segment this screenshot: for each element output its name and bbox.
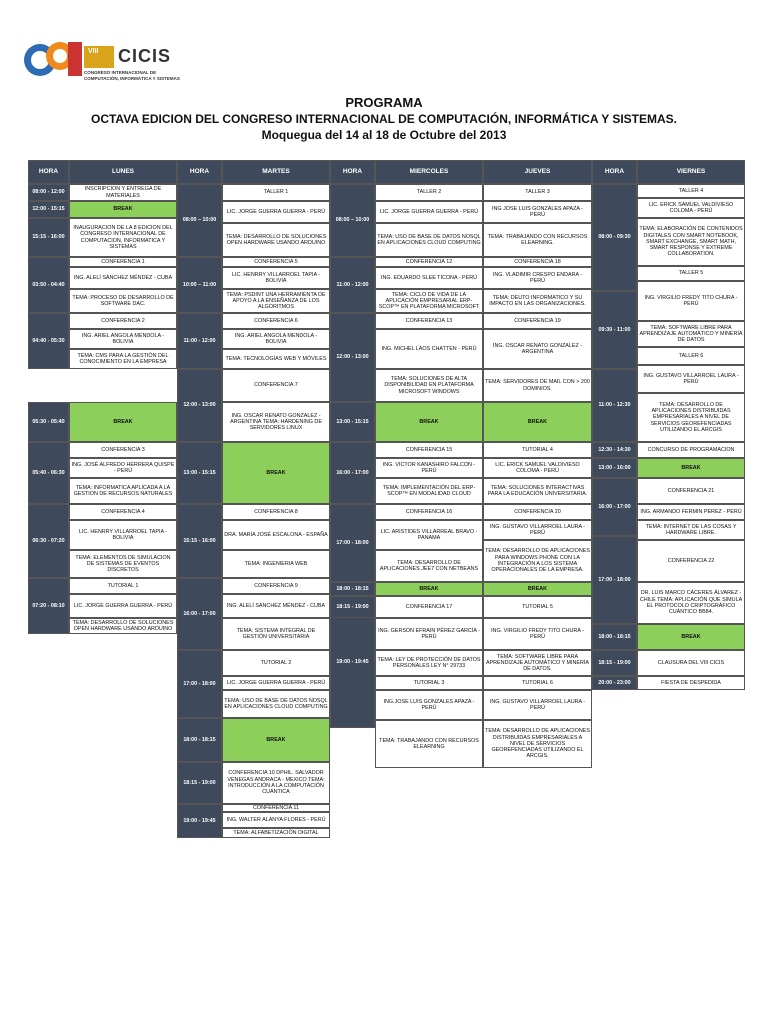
schedule-cell: TALLER 5 [637, 266, 745, 281]
schedule-cell: LIC. ERICK SAMUEL VALDIVIESO COLOMA - PERÚ [637, 198, 745, 218]
schedule-cell: TEMA: SISTEMA INTEGRAL DE GESTIÓN UNIVERSITARIA [222, 618, 330, 650]
time-slot: 18:15 - 19:00 [330, 596, 375, 618]
schedule-cell: TEMA: INTERNET DE LAS COSAS Y HARDWARE LIBRE. [637, 520, 745, 540]
schedule-cell: FIESTA DE DESPEDIDA [637, 676, 745, 690]
schedule-cell: TEMA: INFORMATICA APLICADA A LA GESTION DE RECURSOS NATURALES [69, 478, 177, 504]
logo-edition: VIII [88, 48, 99, 55]
time-slot: 11:00 - 12:00 [330, 257, 375, 313]
schedule-cell: TALLER 2 [375, 184, 483, 201]
schedule-cell: DR. LUIS MARCO CÁCERES ÁLVAREZ - CHILE TEMA: APLICACIÓN QUE SIMULA EL PROTOCOLO CRIPTOGRÁFICO CUÁNTICO BB84. [637, 582, 745, 624]
schedule-cell: CONFERENCIA 20 [483, 504, 592, 520]
schedule-cell: CONFERENCIA 19 [483, 313, 592, 329]
schedule-cell: TEMA: TECNOLOGÍAS WEB Y MÓVILES [222, 349, 330, 369]
schedule-cell: TEMA: SOLUCIONES DE ALTA DISPONIBILIDAD EN PLATAFORMA MICROSOFT WINDOWS [375, 369, 483, 402]
time-slot: 16:00 - 17:00 [177, 578, 222, 650]
column-header: HORA [177, 160, 222, 184]
column-header: JUEVES [483, 160, 592, 184]
break-cell: BREAK [222, 718, 330, 762]
event-dates: Moquegua del 14 al 18 de Octubre del 2013 [261, 128, 507, 142]
time-slot: 13:00 - 15:15 [177, 442, 222, 504]
schedule-cell: INAUGURACION DE LA 8 EDICION DEL CONGRESO INTERNACIONAL DE COMPUTACION, INFORMATICA Y SISTEMAS [69, 218, 177, 257]
schedule-cell: ING. VIRGILIO FREDY TITO CHURA - PERÚ [637, 281, 745, 321]
column-header: HORA [592, 160, 637, 184]
break-cell: BREAK [637, 458, 745, 478]
schedule-cell: ING. JOSÉ ALFREDO HERRERA QUISPE - PERÚ [69, 458, 177, 478]
schedule-cell: LIC. JORGE GUERRA GUERRA - PERÚ [375, 201, 483, 223]
column-header: LUNES [69, 160, 177, 184]
time-slot: 04:40 - 05:30 [28, 313, 69, 369]
schedule-cell: TEMA: ALFABETIZACIÓN DIGITAL [222, 828, 330, 838]
schedule-cell: ING. GUSTAVO VILLARROEL LAURA - PERÚ [637, 365, 745, 393]
schedule-cell: ING. GUSTAVO VILLARROEL LAURA - PERÚ [483, 690, 592, 720]
time-slot: 08:00 - 12:00 [28, 184, 69, 201]
schedule-cell: CONFERENCIA 18 [483, 257, 592, 267]
time-slot: 17:00 - 18:00 [177, 650, 222, 718]
logo-line2: COMPUTACIÓN, INFORMÁTICA Y SISTEMAS [84, 76, 180, 81]
schedule-cell: TEMA: SOLUCIONES INTERACTIVAS PARA LA EDUCACIÓN UNIVERSITARIA. [483, 478, 592, 504]
schedule-cell: TEMA: ELEMENTOS DE SIMULACION DE SISTEMAS DE EVENTOS DISCRETOS [69, 550, 177, 578]
schedule-cell: CONFERENCIA 9 [222, 578, 330, 594]
schedule-cell: LIC. ARISTIDES VILLARREAL BRAVO - PANAMA [375, 520, 483, 550]
congress-logo [22, 32, 180, 90]
logo-line1: CONGRESO INTERNACIONAL DE [84, 70, 157, 75]
schedule-cell: ING. GERSON EFRAIN PÉREZ GARCÍA - PERÚ [375, 618, 483, 650]
schedule-cell: TEMA: IMPLEMENTACIÓN DEL ERP-SCOP™ EN MODALIDAD CLOUD [375, 478, 483, 504]
break-cell: BREAK [375, 582, 483, 596]
schedule-cell: ING. WALTER ALANYA FLORES - PERÚ [222, 812, 330, 828]
schedule-cell: TEMA: TRABAJANDO CON RECURSOS ELEARNING. [483, 223, 592, 257]
time-slot: 19:00 - 19:45 [330, 596, 375, 728]
break-cell: BREAK [483, 582, 592, 596]
time-slot: 05:30 - 05:40 [28, 402, 69, 442]
time-slot: 16:00 - 17:00 [330, 442, 375, 504]
time-slot: 12:30 - 14:30 [592, 442, 637, 458]
break-cell: BREAK [483, 402, 592, 442]
schedule-cell: ING. VICTOR KANASHIRO FALCON - PERÚ [375, 458, 483, 478]
schedule-cell: TEMA: SERVIDORES DE MAIL CON > 200 DOMINIOS. [483, 369, 592, 402]
time-slot: 06:30 - 07:20 [28, 504, 69, 578]
schedule-cell: CONFERENCIA 5 [222, 257, 330, 267]
schedule-cell: CONFERENCIA 16 [375, 504, 483, 520]
column-header: HORA [330, 160, 375, 184]
time-slot: 12:00 - 13:00 [330, 313, 375, 402]
break-cell: BREAK [69, 201, 177, 218]
schedule-cell: TEMA: DESARROLLO DE APLICACIONES DISTRIBUIDAS EMPRESARIALES A NIVEL DE SERVICIOS GEOREFENCIADAS UTILIZANDO EL ARCGIS [637, 393, 745, 442]
time-slot: 09:30 - 11:00 [592, 291, 637, 369]
time-slot: 19:00 - 19:45 [177, 804, 222, 838]
schedule-cell: TEMA: DESARROLLO DE SOLUCIONES OPEN HARDWARE USANDO ARDUINO [222, 223, 330, 257]
time-slot: 17:00 - 18:00 [330, 504, 375, 582]
schedule-cell: CONFERENCIA 21 [637, 478, 745, 504]
time-slot: 18:15 - 19:00 [177, 762, 222, 804]
schedule-cell: TEMA: CICLO DE VIDA DE LA APLICACIÓN EMPRESARIAL ERP-SCOP™ EN PLATAFORMA MICROSOFT [375, 289, 483, 313]
time-slot: 15:15 - 16:00 [28, 218, 69, 257]
schedule-cell: TEMA: USO DE BASE DE DATOS NOSQL EN APLICACIONES CLOUD COMPUTING [222, 690, 330, 718]
schedule-cell: TUTORIAL 1 [69, 578, 177, 594]
schedule-cell: TEMA: DESARROLLO DE APLICACIONES DISTRIBUIDAS EMPRESARIALES A NIVEL DE SERVICIOS GEOREFENCIADAS UTILIZANDO EL ARCGIS. [483, 720, 592, 768]
schedule-cell: CONFERENCIA 15 [375, 442, 483, 458]
title-block [0, 95, 768, 143]
schedule-cell: CONFERENCIA 3 [69, 442, 177, 458]
schedule-cell: TEMA: DEUTO INFORMATICO Y SU IMPACTO EN LAS ORGANIZACIONES. [483, 289, 592, 313]
schedule-cell: ING. ARIEL ANGOLA MENDOLA - BOLIVIA [222, 329, 330, 349]
schedule-cell: LIC. HENRRY VILLARROEL TAPIA - BOLIVIA [69, 520, 177, 550]
schedule-cell: TEMA: SOFTWARE LIBRE PARA APRENDIZAJE AUTOMÁTICO Y MINERÍA DE DATOS [637, 321, 745, 347]
schedule-cell: TALLER 1 [222, 184, 330, 201]
schedule-cell: TEMA: PROCESO DE DESARROLLO DE SOFTWARE DAC. [69, 289, 177, 313]
schedule-cell: ING JOSE LUIS GONZALES APAZA - PERÚ [483, 201, 592, 223]
time-slot: 18:00 - 18:15 [177, 718, 222, 762]
schedule-cell: DRA. MARÍA JOSÉ ESCALONA - ESPAÑA [222, 520, 330, 550]
time-slot: 18:15 - 19:00 [592, 650, 637, 676]
time-slot: 11:00 - 12:30 [592, 369, 637, 442]
schedule-cell: TEMA: INGENIERIA WEB [222, 550, 330, 578]
schedule-cell: TEMA: DESARROLLO DE APLICACIONES PARA WINDOWS PHONE CON LA INTEGRACIÓN A LOS SISTEMA OPERACIONALES DE LA EMPRESA. [483, 540, 592, 582]
schedule-cell: ING. EDUARDO SLEE TICONA - PERÚ [375, 267, 483, 289]
time-slot: 08:00 – 10:00 [330, 184, 375, 257]
logo-name: CICIS [118, 46, 172, 66]
schedule-cell: CONFERENCIA 13 [375, 313, 483, 329]
page-subtitle: OCTAVA EDICION DEL CONGRESO INTERNACIONAL DE COMPUTACIÓN, INFORMÁTICA Y SISTEMAS. [90, 112, 678, 126]
schedule-cell: ING. ARIEL ANGOLA MENDOLA - BOLIVIA [69, 329, 177, 349]
schedule-cell: ING. ARMANDO FERMIN PEREZ - PERÚ [637, 504, 745, 520]
schedule-cell: TALLER 6 [637, 347, 745, 365]
schedule-cell: TUTORIAL 6 [483, 676, 592, 690]
break-cell: BREAK [637, 624, 745, 650]
schedule-cell: TEMA: TRABAJANDO CON RECURSOS ELEARNING [375, 720, 483, 768]
time-slot: 20:00 - 23:00 [592, 676, 637, 690]
time-slot: 11:00 - 12:00 [177, 313, 222, 369]
schedule-cell: ING. GUSTAVO VILLARROEL LAURA - PERÚ [483, 520, 592, 540]
schedule-cell: TEMA: LEY DE PROTECCIÓN DE DATOS PERSONALES LEY N° 29733 [375, 650, 483, 676]
column-header: VIERNES [637, 160, 745, 184]
column-header: HORA [28, 160, 69, 184]
schedule-cell: CONFERENCIA 1 [69, 257, 177, 267]
time-slot: 10:00 – 11:00 [177, 257, 222, 313]
schedule-cell: ING. VIRGILIO FREDY TITO CHURA - PERÚ [483, 618, 592, 650]
schedule-cell: TEMA: DESARROLLO DE SOLUCIONES OPEN HARDWARE USANDO ARDUINO [69, 618, 177, 634]
schedule-cell: ING. MICHEL LAOS CHATTEN - PERÚ [375, 329, 483, 369]
schedule-cell: TUTORIAL 5 [483, 596, 592, 618]
time-slot: 16:00 - 17:00 [592, 478, 637, 536]
time-slot: 03:50 - 04:40 [28, 257, 69, 313]
schedule-cell: TEMA: SOFTWARE LIBRE PARA APRENDIZAJE AUTOMÁTICO Y MINERÍA DE DATOS. [483, 650, 592, 676]
schedule-cell: CONFERENCIA 2 [69, 313, 177, 329]
column-header: MIERCOLES [375, 160, 483, 184]
schedule-cell: INSCRIPCION Y ENTREGA DE MATERIALES [69, 184, 177, 201]
schedule-cell: CONCURSO DE PROGRAMACION [637, 442, 745, 458]
schedule-cell: LIC. JORGE GUERRA GUERRA - PERÚ [222, 201, 330, 223]
schedule-cell: TUTORIAL 4 [483, 442, 592, 458]
schedule-cell: LIC. HENRRY VILLARROEL TAPIA - BOLIVIA [222, 267, 330, 289]
schedule-cell: TEMA: PSDINT UNA HERRAMIENTA DE APOYO A LA ENSEÑANZA DE LOS ALGORITMOS [222, 289, 330, 313]
schedule-cell: TEMA: USO DE BASE DE DATOS NOSQL EN APLICACIONES CLOUD COMPUTING [375, 223, 483, 257]
schedule-cell: ING. OSCAR RENATO GONZALEZ - ARGENTINA [483, 329, 592, 369]
schedule-cell: TALLER 4 [637, 184, 745, 198]
schedule-cell: TALLER 3 [483, 184, 592, 201]
schedule-cell: ING. OSCAR RENATO GONZALEZ - ARGENTINA TEMA: HARDENING DE SERVIDORES LINUX [222, 402, 330, 442]
break-cell: BREAK [69, 402, 177, 442]
schedule-cell: CONFERENCIA 7 [222, 369, 330, 402]
time-slot: 15:15 - 16:00 [177, 504, 222, 578]
schedule-cell: TEMA: CMS PARA LA GESTIÓN DEL CONOCIMIENTO EN LA EMPRESA [69, 349, 177, 369]
time-slot: 13:00 - 15:15 [330, 402, 375, 442]
schedule-cell: LIC. ERICK SAMUEL VALDIVIESO COLOMA - PERÚ [483, 458, 592, 478]
time-slot: 13:00 - 16:00 [592, 458, 637, 478]
schedule-cell: CONFERENCIA 17 [375, 596, 483, 618]
schedule-cell: CONFERENCIA 22 [637, 540, 745, 582]
schedule-cell: ING.JOSE LUIS GONZALES APAZA - PERÚ [375, 690, 483, 720]
time-slot: 12:00 - 15:15 [28, 201, 69, 218]
schedule-cell: ING. ALELÍ SÁNCHEZ MÉNDEZ - CUBA [69, 267, 177, 289]
schedule-cell: CONFERENCIA 12 [375, 257, 483, 267]
time-slot: 12:00 - 13:00 [177, 369, 222, 442]
time-slot: 17:00 - 18:00 [592, 536, 637, 624]
schedule-cell: CONFERENCIA 10 DPHIL. SALVADOR VENEGAS ANDRACA - MEXICO TEMA: INTRODUCCIÓN A LA COMPUTACIÓN CUÁNTICA [222, 762, 330, 804]
schedule-cell: CLAUSURA DEL VIII CICIS [637, 650, 745, 676]
column-header: MARTES [222, 160, 330, 184]
time-slot: 18:00 - 18:15 [592, 624, 637, 650]
time-slot: 05:40 - 06:30 [28, 442, 69, 504]
schedule-cell: TUTORIAL 2 [222, 650, 330, 676]
break-cell: BREAK [375, 402, 483, 442]
schedule-cell: CONFERENCIA 11 [222, 804, 330, 812]
schedule-cell: TUTORIAL 3 [375, 676, 483, 690]
time-slot: 08:00 – 10:00 [177, 184, 222, 257]
schedule-cell: CONFERENCIA 8 [222, 504, 330, 520]
schedule-cell: CONFERENCIA 6 [222, 313, 330, 329]
schedule-cell: LIC. JORGE GUERRA GUERRA - PERÚ [222, 676, 330, 690]
schedule-cell: ING. VLADIMIR CRESPO ENDARA - PERÚ [483, 267, 592, 289]
page-title: PROGRAMA [345, 95, 423, 110]
time-slot: 08:00 - 09:30 [592, 184, 637, 291]
time-slot: 07:20 - 08:10 [28, 578, 69, 634]
time-slot: 18:00 - 18:15 [330, 582, 375, 596]
break-cell: BREAK [222, 442, 330, 504]
schedule-grid [28, 160, 745, 1002]
schedule-cell: ING. ALELÍ SÁNCHEZ MÉNDEZ - CUBA [222, 594, 330, 618]
schedule-cell: TEMA: DESARROLLO DE APLICACIONES JEE7 CON NETBEANS [375, 550, 483, 582]
schedule-cell: TEMA: ELABORACIÓN DE CONTENIDOS DIGITALES CON SMART NOTEBOOK, SMART EXCHANGE, SMART MATH, SMART RESPONSE Y EXTREME COLLABORATION. [637, 218, 745, 266]
schedule-cell: CONFERENCIA 4 [69, 504, 177, 520]
schedule-cell: LIC. JORGE GUERRA GUERRA - PERÚ [69, 594, 177, 618]
